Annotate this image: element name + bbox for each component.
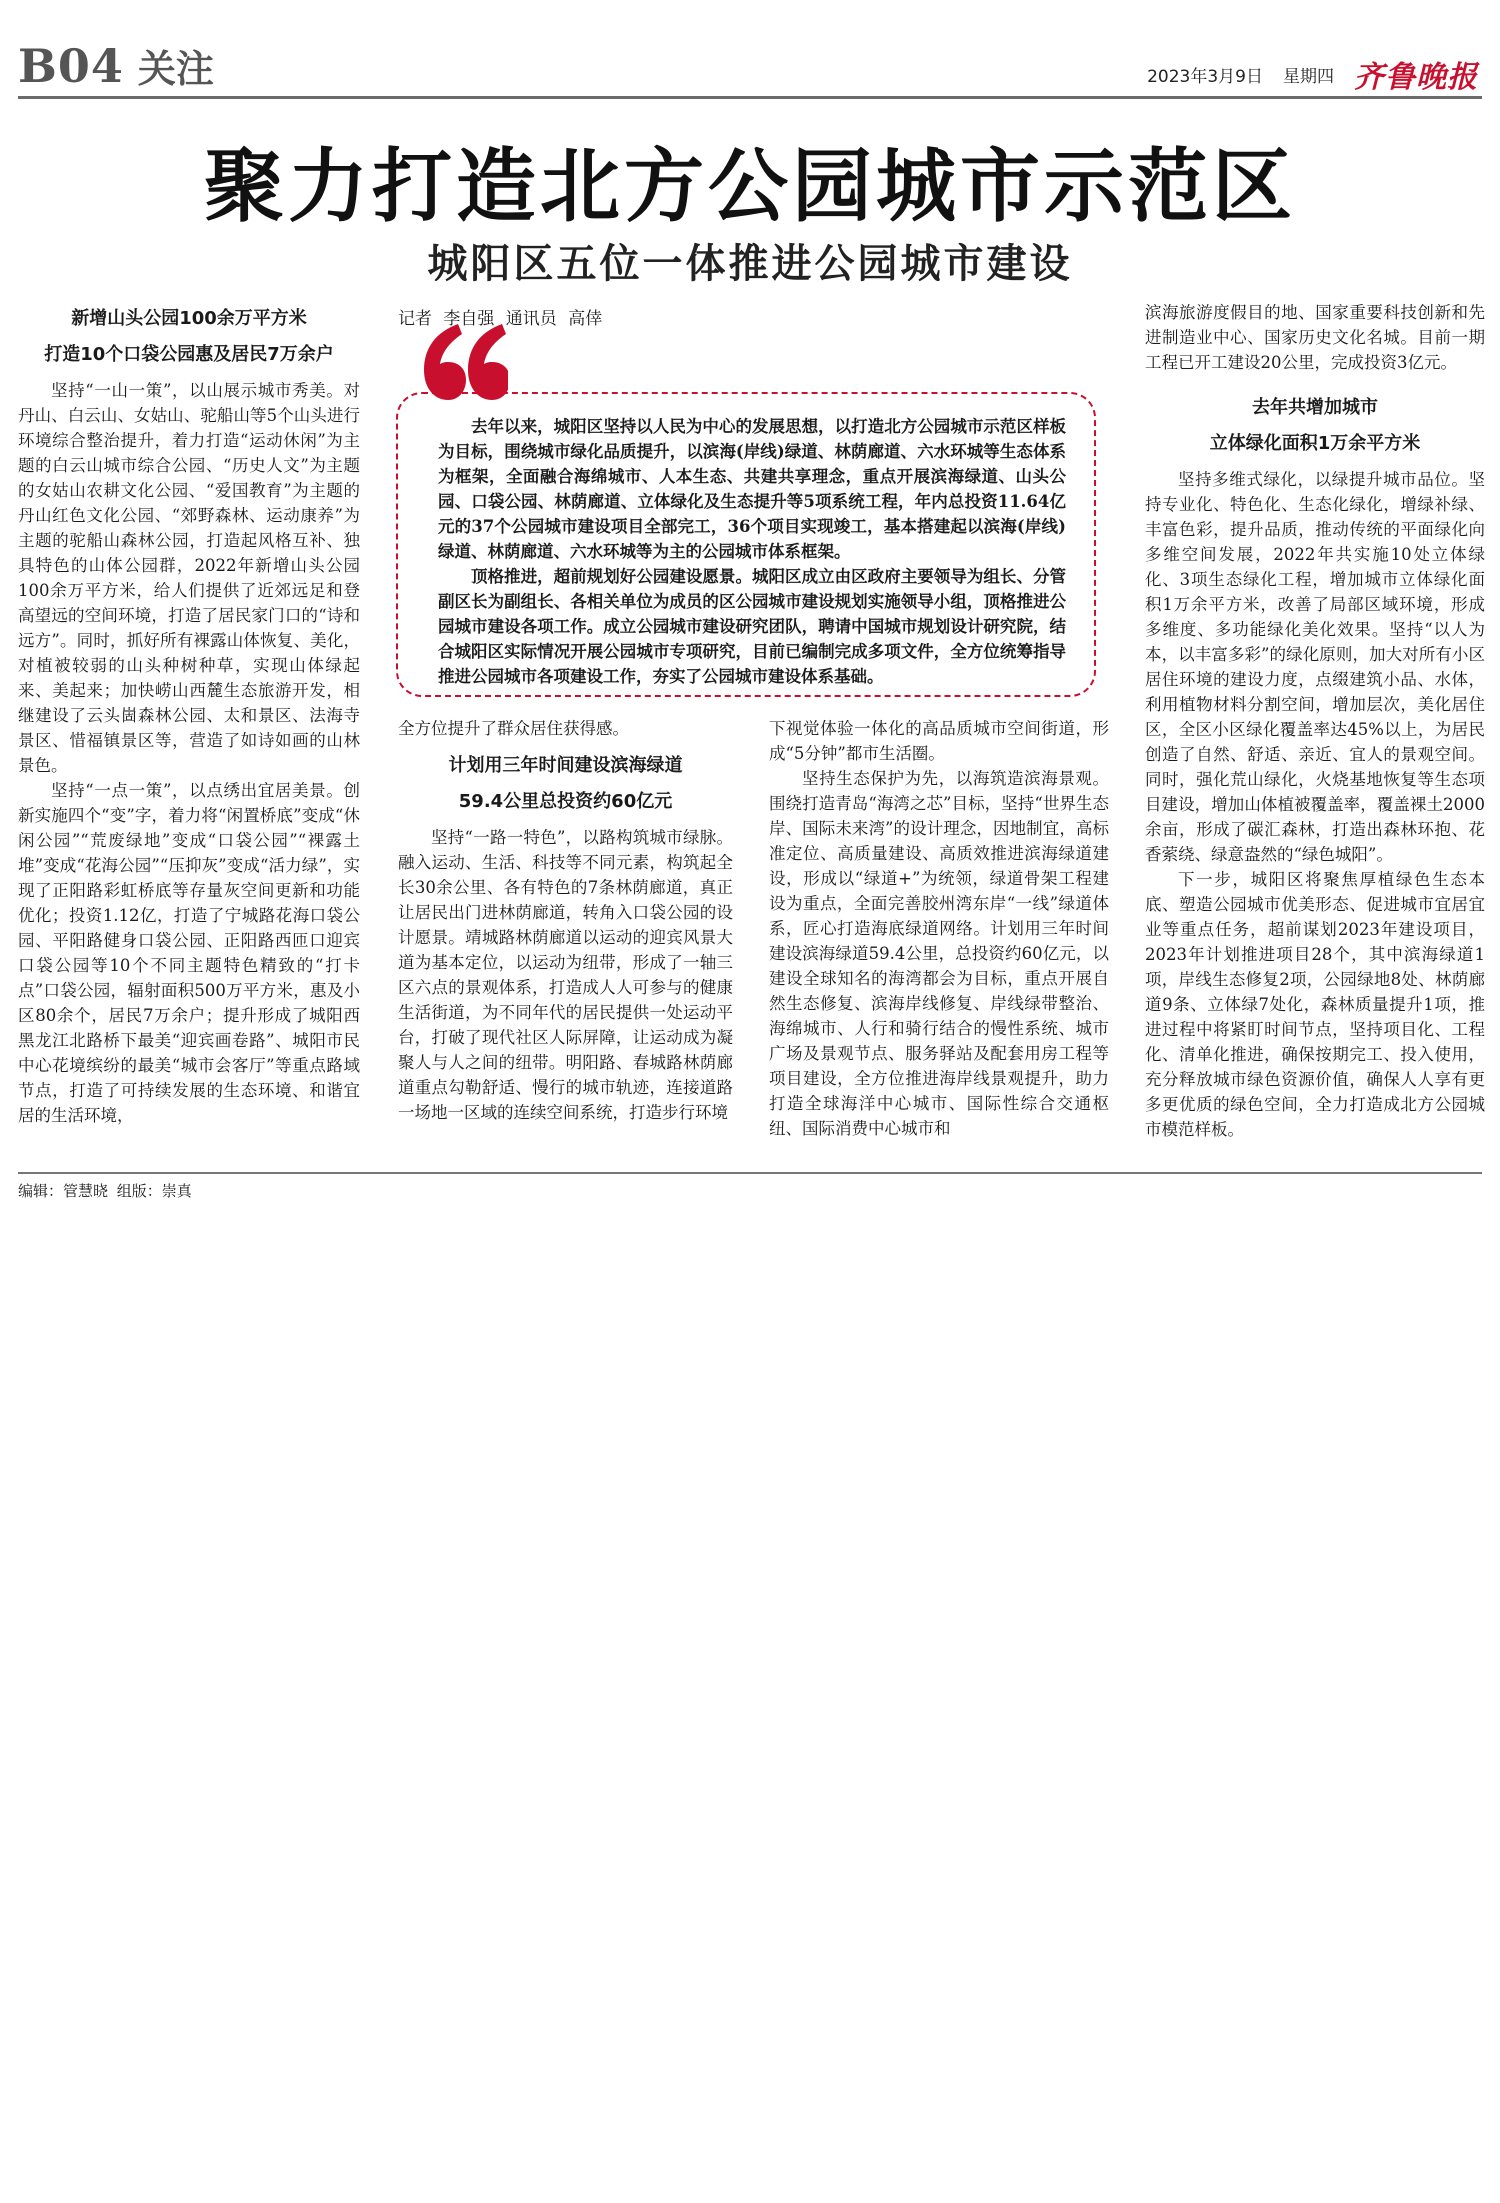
lead-box [396, 392, 1096, 697]
body-paragraph-continued: 下视觉体验一体化的高品质城市空间街道，形成“5分钟”都市生活圈。 [769, 719, 1109, 763]
section-heading-4a: 去年共增加城市 [1252, 397, 1378, 418]
lead-paragraph: 顶格推进，超前规划好公园建设愿景。城阳区成立由区政府主要领导为组长、分管副区长为副组长、各相关单位为成员的区公园城市建设规划实施领导小组，顶格推进公园城市建设各项工作。成立公园城市建设研究团队，聘请中国城市规划设计研究院，结合城阳区实际情况开展公园城市专项研究，目前已编制完成多项文件，全方位统筹指导推进公园城市各项建设工作，夯实了公园城市建设体系基础。 [438, 567, 1066, 686]
issue-weekday: 星期四 [1283, 66, 1334, 87]
lead-paragraph: 去年以来，城阳区坚持以人民为中心的发展思想，以打造北方公园城市示范区样板为目标，围绕城市绿化品质提升，以滨海(岸线)绿道、林荫廊道、六水环城等生态体系为框架，全面融合海绵城市、人本生态、共建共享理念，重点开展滨海绿道、山头公园、口袋公园、林荫廊道、立体绿化及生态提升等5项系统工程，年内总投资11.64亿元的37个公园城市建设项目全部完工，36个项目实现竣工，基本搭建起以滨海(岸线)绿道、林荫廊道、六水环城等为主的公园城市体系框架。 [438, 417, 1066, 561]
headline: 聚力打造北方公园城市示范区 [204, 140, 1296, 233]
header-left [18, 38, 214, 93]
byline: 记者 李自强 通讯员 高倖 [398, 309, 603, 329]
column-2 [398, 716, 733, 1125]
section-heading-1b: 打造10个口袋公园惠及居民7万余户 [44, 344, 334, 365]
editor-credits: 编辑：管慧晓 组版：崇真 [18, 1182, 192, 1200]
section-heading-4b: 立体绿化面积1万余平方米 [1209, 433, 1421, 454]
page-number: B04 [18, 39, 124, 93]
body-paragraph: 坚持多维式绿化，以绿提升城市品位。坚持专业化、特色化、生态化绿化，增绿补绿、丰富色彩，提升品质，推动传统的平面绿化向多维空间发展，2022年共实施10处立体绿化、3项生态绿化工程，增加城市立体绿化面积1万余平方米，改善了局部区域环境，形成多维度、多功能绿化美化效果。坚持“以人为本，以丰富多彩”的绿化原则，加大对所有小区居住环境的建设力度，点缀建筑小品、水体，利用植物材料分割空间，增加层次，美化居住区，全区小区绿化覆盖率达45%以上，为居民创造了自然、舒适、亲近、宜人的景观空间。同时，强化荒山绿化，火烧基地恢复等生态项目建设，增加山体植被覆盖率，覆盖裸土2000余亩，形成了碳汇森林，打造出森林环抱、花香萦绕、绿意盎然的“绿色城阳”。 [1145, 470, 1485, 864]
header-right [1147, 52, 1478, 96]
body-paragraph: 坚持“一路一特色”，以路构筑城市绿脉。融入运动、生活、科技等不同元素，构筑起全长30余公里、各有特色的7条林荫廊道，真正让居民出门进林荫廊道，转角入口袋公园的设计愿景。靖城路林荫廊道以运动的迎宾风景大道为基本定位，以运动为纽带，形成了一轴三区六点的景观体系，打造成人人可参与的健康生活街道，为不同年代的居民提供一处运动平台，打破了现代社区人际屏障，让运动成为凝聚人与人之间的纽带。明阳路、春城路林荫廊道重点勾勒舒适、慢行的城市轨迹，连接道路一场地一区域的连续空间系统，打造步行环境 [398, 828, 733, 1122]
body-paragraph-continued: 全方位提升了群众居住获得感。 [398, 719, 629, 738]
footer-rule [18, 1172, 1482, 1174]
column-1 [18, 300, 360, 1128]
body-paragraph-continued: 滨海旅游度假目的地、国家重要科技创新和先进制造业中心、国家历史文化名城。目前一期工程已开工建设20公里，完成投资3亿元。 [1145, 303, 1485, 372]
body-paragraph: 坚持生态保护为先，以海筑造滨海景观。围绕打造青岛“海湾之芯”目标，坚持“世界生态岸、国际未来湾”的设计理念，因地制宜，高标准定位、高质量建设、高质效推进滨海绿道建设，形成以“绿道+”为统领，绿道骨架工程建设为重点，全面完善胶州湾东岸“一线”绿道体系，匠心打造海底绿道网络。计划用三年时间建设滨海绿道59.4公里，总投资约60亿元，以建设全球知名的海湾都会为目标，重点开展自然生态修复、滨海岸线修复、岸线绿带整治、海绵城市、人行和骑行结合的慢性系统、城市广场及景观节点、服务驿站及配套用房工程等项目建设，全方位推进海岸线景观提升，助力打造全球海洋中心城市、国际性综合交通枢纽、国际消费中心城市和 [769, 769, 1109, 1138]
section-heading-2b: 59.4公里总投资约60亿元 [458, 791, 673, 812]
header-rule [18, 96, 1482, 99]
body-paragraph: 下一步，城阳区将聚焦厚植绿色生态本底、塑造公园城市优美形态、促进城市宜居宜业等重点任务，超前谋划2023年建设项目，2023年计划推进项目28个，其中滨海绿道1项，岸线生态修复2项，公园绿地8处、林荫廊道9条、立体绿7处化，森林质量提升1项，推进过程中将紧盯时间节点，坚持项目化、工程化、清单化推进，确保按期完工、投入使用，充分释放城市绿色资源价值，确保人人享有更多更优质的绿色空间，全力打造成北方公园城市模范样板。 [1145, 870, 1485, 1139]
newspaper-logo: 齐鲁晚报 [1354, 60, 1478, 95]
body-paragraph: 坚持“一山一策”，以山展示城市秀美。对丹山、白云山、女姑山、驼船山等5个山头进行环境综合整治提升，着力打造“运动休闲”为主题的白云山城市综合公园、“历史人文”为主题的女姑山农耕文化公园、“爱国教育”为主题的丹山红色文化公园、“郊野森林、运动康养”为主题的驼船山森林公园，打造起风格互补、独具特色的山体公园群，2022年新增山头公园100余万平方米，给人们提供了近郊远足和登高望远的空间环境，打造了居民家门口的“诗和远方”。同时，抓好所有裸露山体恢复、美化，对植被较弱的山头种树种草，实现山体绿起来、美起来；加快崂山西麓生态旅游开发，相继建设了云头崮森林公园、太和景区、法海寺景区、惜福镇景区等，营造了如诗如画的山林景色。 [18, 381, 360, 775]
section-name: 关注 [137, 47, 214, 91]
column-3 [769, 716, 1109, 1141]
body-paragraph: 坚持“一点一策”，以点绣出宜居美景。创新实施四个“变”字，着力将“闲置桥底”变成“休闲公园”“荒废绿地”变成“口袋公园”“裸露土堆”变成“花海公园”“压抑灰”变成“活力绿”，实现了正阳路彩虹桥底等存量灰空间更新和功能优化；投资1.12亿，打造了宁城路花海口袋公园、平阳路健身口袋公园、正阳路西匝口迎宾口袋公园等10个不同主题特色精致的“打卡点”口袋公园，辐射面积500万平方米，惠及小区80余个，居民7万余户；提升形成了城阳西黑龙江北路桥下最美“迎宾画卷路”、城阳市民中心花境缤纷的最美“城市会客厅”等重点路域节点，打造了可持续发展的生态环境、和谐宜居的生活环境， [18, 781, 360, 1125]
section-heading-1a: 新增山头公园100余万平方米 [71, 308, 307, 329]
issue-date: 2023年3月9日 [1147, 66, 1263, 87]
column-4 [1145, 300, 1485, 1142]
section-heading-2a: 计划用三年时间建设滨海绿道 [448, 755, 683, 776]
subheadline: 城阳区五位一体推进公园城市建设 [427, 241, 1073, 287]
